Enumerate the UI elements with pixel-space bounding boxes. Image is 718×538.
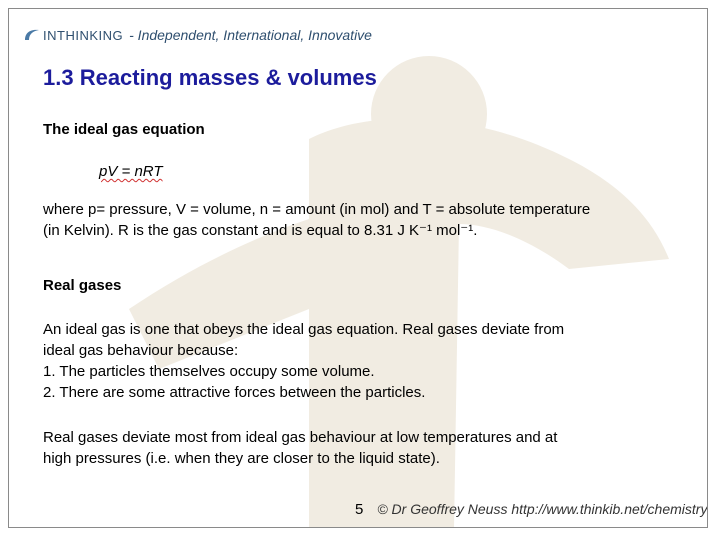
slide	[8, 8, 708, 528]
reason-item-2: 2. There are some attractive forces between the particles.	[43, 384, 426, 401]
reason-item-1: 1. The particles themselves occupy some volume.	[43, 363, 375, 380]
logo-swoosh-icon	[23, 27, 41, 43]
slide-title: 1.3 Reacting masses & volumes	[43, 65, 377, 90]
real-gases-paragraph	[43, 319, 683, 403]
deviation-paragraph	[43, 427, 683, 469]
footer-credit: © Dr Geoffrey Neuss http://www.thinkib.net/chemistry	[377, 501, 708, 517]
definition-line-1: where p= pressure, V = volume, n = amount (in mol) and T = absolute temperature	[43, 201, 591, 218]
deviation-line-2: high pressures (i.e. when they are closer to the liquid state).	[43, 450, 440, 467]
real-gases-line-1: An ideal gas is one that obeys the ideal gas equation. Real gases deviate from	[43, 321, 565, 338]
page-number: 5	[355, 501, 364, 518]
brand-header	[23, 27, 372, 43]
tagline: - Independent, International, Innovative	[129, 27, 372, 43]
deviation-line-1: Real gases deviate most from ideal gas behaviour at low temperatures and at	[43, 429, 558, 446]
definition-line-2: (in Kelvin). R is the gas constant and is equal to 8.31 J K⁻¹ mol⁻¹.	[43, 222, 478, 239]
slide-footer	[355, 501, 707, 518]
equation-text: pV = nRT	[99, 163, 163, 180]
heading-real-gases: Real gases	[43, 277, 122, 294]
real-gases-line-2: ideal gas behaviour because:	[43, 342, 239, 359]
ideal-gas-definition	[43, 199, 683, 241]
heading-ideal-gas: The ideal gas equation	[43, 121, 205, 138]
logo-text: INTHINKING	[43, 27, 124, 43]
inthinking-logo	[23, 27, 123, 43]
ideal-gas-equation	[99, 163, 163, 180]
